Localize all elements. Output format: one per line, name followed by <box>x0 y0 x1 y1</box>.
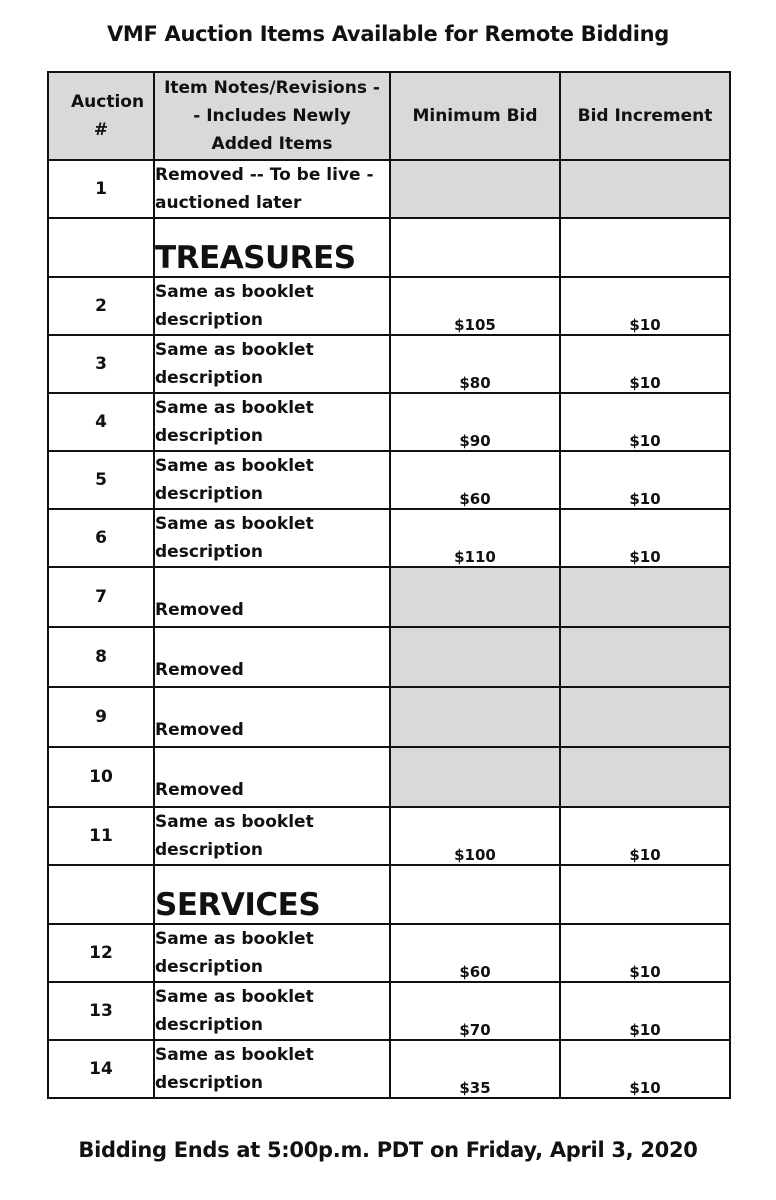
bid-increment <box>560 747 730 807</box>
section-inc-cell <box>560 218 730 277</box>
minimum-bid: $60 <box>390 451 560 509</box>
auction-number: 4 <box>48 393 154 451</box>
section-min-cell <box>390 865 560 924</box>
table-body <box>48 160 730 1098</box>
minimum-bid <box>390 627 560 687</box>
bid-increment <box>560 567 730 627</box>
table-row <box>48 924 730 982</box>
section-min-cell <box>390 218 560 277</box>
item-note: Removed <box>154 747 390 807</box>
table-row <box>48 1040 730 1098</box>
table-row <box>48 627 730 687</box>
minimum-bid <box>390 687 560 747</box>
auction-number: 6 <box>48 509 154 567</box>
bid-increment: $10 <box>560 393 730 451</box>
table-row <box>48 160 730 218</box>
section-heading: SERVICES <box>154 865 390 924</box>
bid-increment <box>560 627 730 687</box>
header-bid-increment: Bid Increment <box>560 72 730 160</box>
item-note: Same as booklet description <box>154 982 390 1040</box>
minimum-bid <box>390 747 560 807</box>
item-note: Same as booklet description <box>154 451 390 509</box>
header-auction-number: Auction # <box>48 72 154 160</box>
header-minimum-bid: Minimum Bid <box>390 72 560 160</box>
item-note: Same as booklet description <box>154 393 390 451</box>
table-row <box>48 335 730 393</box>
item-note: Same as booklet description <box>154 509 390 567</box>
table-row <box>48 277 730 335</box>
bid-increment: $10 <box>560 807 730 865</box>
bid-increment: $10 <box>560 335 730 393</box>
bid-increment: $10 <box>560 451 730 509</box>
minimum-bid: $110 <box>390 509 560 567</box>
table-row <box>48 747 730 807</box>
minimum-bid: $100 <box>390 807 560 865</box>
minimum-bid <box>390 160 560 218</box>
minimum-bid: $70 <box>390 982 560 1040</box>
table-row <box>48 451 730 509</box>
bid-increment: $10 <box>560 982 730 1040</box>
auction-number: 5 <box>48 451 154 509</box>
item-note: Removed -- To be live -auctioned later <box>154 160 390 218</box>
header-item-notes: Item Notes/Revisions -- Includes Newly Added Items <box>154 72 390 160</box>
auction-number: 12 <box>48 924 154 982</box>
item-note: Removed <box>154 687 390 747</box>
item-note: Same as booklet description <box>154 277 390 335</box>
item-note: Same as booklet description <box>154 335 390 393</box>
bid-increment <box>560 687 730 747</box>
item-note: Same as booklet description <box>154 807 390 865</box>
auction-number: 14 <box>48 1040 154 1098</box>
item-note: Same as booklet description <box>154 1040 390 1098</box>
minimum-bid: $60 <box>390 924 560 982</box>
bidding-deadline: Bidding Ends at 5:00p.m. PDT on Friday, April 3, 2020 <box>78 1138 698 1162</box>
item-note: Same as booklet description <box>154 924 390 982</box>
auction-number: 2 <box>48 277 154 335</box>
auction-number: 1 <box>48 160 154 218</box>
bid-increment: $10 <box>560 509 730 567</box>
minimum-bid: $35 <box>390 1040 560 1098</box>
page-title: VMF Auction Items Available for Remote Bidding <box>106 22 670 46</box>
section-inc-cell <box>560 865 730 924</box>
auction-number: 10 <box>48 747 154 807</box>
section-row <box>48 218 730 277</box>
minimum-bid: $90 <box>390 393 560 451</box>
bid-increment: $10 <box>560 1040 730 1098</box>
auction-number: 13 <box>48 982 154 1040</box>
bid-increment <box>560 160 730 218</box>
auction-number: 9 <box>48 687 154 747</box>
auction-number: 3 <box>48 335 154 393</box>
minimum-bid: $105 <box>390 277 560 335</box>
bid-increment: $10 <box>560 277 730 335</box>
table-row <box>48 687 730 747</box>
item-note: Removed <box>154 627 390 687</box>
bid-increment: $10 <box>560 924 730 982</box>
table-row <box>48 807 730 865</box>
auction-number: 7 <box>48 567 154 627</box>
section-num-cell <box>48 865 154 924</box>
auction-table <box>47 71 731 1099</box>
section-num-cell <box>48 218 154 277</box>
table-row <box>48 567 730 627</box>
table-row <box>48 393 730 451</box>
table-header-row <box>48 72 730 160</box>
auction-number: 11 <box>48 807 154 865</box>
table-row <box>48 509 730 567</box>
table-row <box>48 982 730 1040</box>
minimum-bid <box>390 567 560 627</box>
section-heading: TREASURES <box>154 218 390 277</box>
item-note: Removed <box>154 567 390 627</box>
minimum-bid: $80 <box>390 335 560 393</box>
auction-number: 8 <box>48 627 154 687</box>
section-row <box>48 865 730 924</box>
